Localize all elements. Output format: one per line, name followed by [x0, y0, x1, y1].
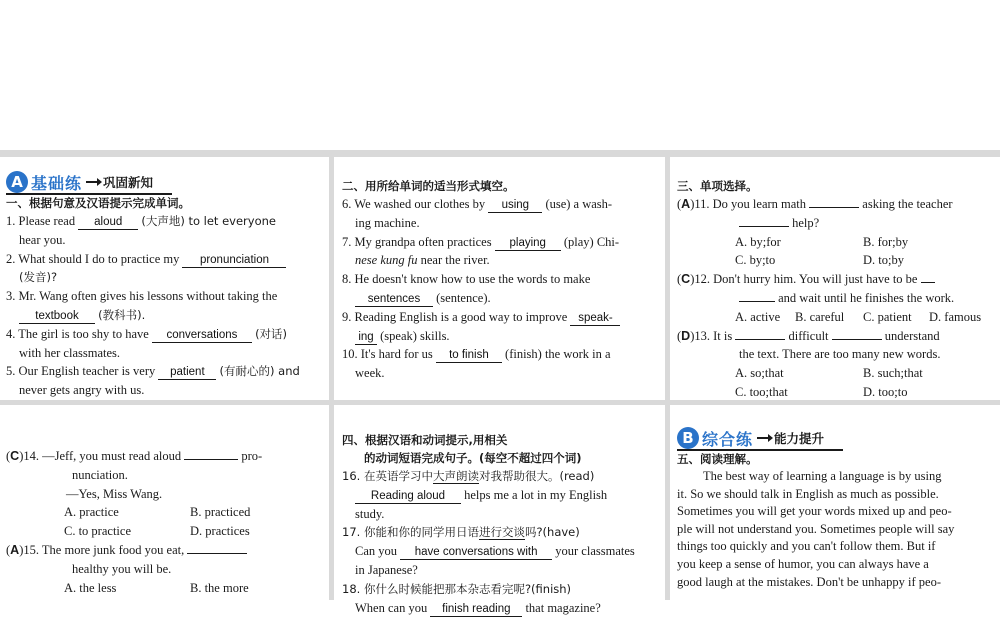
question-1: 1. Please read aloud (大声地) to let everyone	[6, 214, 276, 228]
section-b-rule	[677, 449, 843, 451]
question-13: (D)13. It is difficult understand	[677, 328, 940, 343]
question-12-options: A. active B. careful C. patient D. famous	[735, 309, 982, 324]
choice-answer-12: C	[681, 272, 691, 287]
panel-basic-vocabulary	[0, 157, 329, 400]
question-9-cont: ing (speak) skills.	[342, 327, 657, 346]
question-18: When can you finish reading that magazine?	[355, 600, 601, 615]
question-17: Can you have conversations with your classmates	[355, 544, 635, 559]
question-14-options-2: C. to practice D. practices	[64, 524, 250, 539]
question-7: 7. My grandpa often practices playing (play) Chi-	[342, 234, 620, 249]
answer-18: finish reading	[430, 602, 522, 617]
section-a-title: 基础练	[31, 173, 83, 193]
question-14-options-1: A. practice B. practiced	[64, 505, 251, 520]
answer-6: using	[488, 198, 542, 213]
answer-10: to finish	[436, 348, 502, 363]
section-a-rule	[6, 193, 172, 195]
answer-9: speak-	[570, 311, 620, 326]
question-3-cont: textbook (教科书).	[6, 306, 321, 325]
answer-9-cont: ing	[355, 330, 377, 345]
question-15: (A)15. The more junk food you eat,	[6, 541, 321, 560]
question-5-cont: never gets angry with us.	[19, 383, 145, 398]
question-16: Reading aloud helps me a lot in my English	[342, 486, 657, 505]
section-b-subtitle: 能力提升	[774, 431, 825, 446]
question-13-options-1: A. so;that B. such;that	[735, 366, 923, 381]
answer-4: conversations	[152, 328, 252, 343]
part3-instruction: 三、单项选择。	[677, 179, 758, 193]
reading-passage: The best way of learning a language is by using it. So we should talk in English as much as possible. Sometimes you will get your words mixed up and peo- ple will not understand you. Sometimes people will say things too quickly and you can't follow them. But if you keep a sense of humor, you can always have a good laugh at the mistakes. Don't be unhappy if peo-	[677, 469, 955, 589]
question-17-cont: in Japanese?	[355, 562, 418, 577]
part1-instruction: 一、根据句意及汉语提示完成单词。	[6, 196, 190, 210]
choice-answer-13: D	[681, 328, 691, 343]
question-10-cont: week.	[355, 366, 385, 381]
question-4: 4. The girl is too shy to have conversations (对话)	[6, 326, 288, 341]
panel-reading-comprehension	[670, 405, 1000, 600]
question-14-reply: —Yes, Miss Wang.	[66, 486, 163, 501]
question-16-chinese: 16. 在英语学习中大声朗读对我帮助很大。(read)	[342, 469, 595, 483]
question-11-options-2: C. by;to D. to;by	[735, 253, 904, 268]
question-12: (C)12. Don't hurry him. You will just have to be	[677, 270, 994, 289]
question-5: 5. Our English teacher is very patient (有耐心的) and	[6, 364, 300, 379]
question-15-cont: healthy you will be.	[72, 561, 172, 576]
section-b-header	[677, 427, 994, 449]
section-a-badge: A	[6, 171, 28, 193]
question-2-cont: (发音)?	[19, 270, 58, 285]
question-13-cont: the text. There are too many new words.	[739, 347, 941, 362]
section-b-title: 综合练	[702, 429, 754, 449]
question-15-options: A. the less B. the more	[64, 580, 249, 595]
answer-1: aloud	[78, 215, 138, 230]
panel-verb-phrases	[334, 405, 665, 615]
question-16-cont: study.	[355, 506, 385, 521]
panel-multiple-choice	[670, 157, 1000, 400]
section-a-subtitle: 巩固新知	[103, 175, 154, 190]
question-18-chinese: 18. 你什么时候能把那本杂志看完呢?(finish)	[342, 581, 572, 596]
question-11-options-1: A. by;for B. for;by	[735, 234, 909, 249]
question-2: 2. What should I do to practice my pronunciation	[6, 250, 321, 269]
part4-instruction-2: 的动词短语完成句子。(每空不超过四个词)	[364, 451, 582, 465]
question-11-cont: help?	[677, 214, 994, 233]
question-6-cont: ing machine.	[355, 215, 420, 230]
question-13-options-2: C. too;that D. too;to	[735, 384, 908, 399]
question-14: (C)14. —Jeff, you must read aloud pro-	[6, 449, 263, 463]
question-1-cont: hear you.	[19, 232, 66, 247]
question-9: 9. Reading English is a good way to improve speak-	[342, 308, 657, 327]
question-10: 10. It's hard for us to finish (finish) the work in a	[342, 347, 611, 362]
arrow-icon	[86, 181, 100, 183]
question-8: 8. He doesn't know how to use the words to make	[342, 272, 591, 287]
section-a-header	[6, 171, 321, 193]
answer-3: textbook	[19, 309, 95, 324]
question-12-cont: and wait until he finishes the work.	[677, 289, 994, 308]
part2-instruction: 二、用所给单词的适当形式填空。	[342, 179, 515, 193]
part4-instruction-1: 四、根据汉语和动词提示,用相关	[342, 433, 508, 447]
question-7-cont: nese kung fu near the river.	[355, 253, 490, 268]
answer-17: have conversations with	[400, 545, 552, 560]
panel-word-forms	[334, 157, 665, 400]
answer-16: Reading aloud	[355, 489, 461, 504]
question-4-cont: with her classmates.	[19, 345, 121, 360]
question-8-cont: sentences (sentence).	[342, 289, 657, 308]
choice-answer-14: C	[10, 449, 20, 463]
answer-2: pronunciation	[182, 253, 286, 268]
question-6: 6. We washed our clothes by using (use) a wash-	[342, 197, 613, 211]
question-17-chinese: 17. 你能和你的同学用日语进行交谈吗?(have)	[342, 525, 580, 540]
question-3: 3. Mr. Wang often gives his lessons without taking the	[6, 289, 278, 304]
section-b-badge: B	[677, 427, 699, 449]
arrow-icon	[757, 437, 771, 439]
answer-5: patient	[158, 365, 216, 380]
panel-multiple-choice-continued	[0, 405, 329, 600]
choice-answer-11: A	[681, 197, 691, 211]
choice-answer-15: A	[10, 542, 20, 557]
answer-7: playing	[495, 236, 561, 251]
divider-band-top	[0, 150, 1000, 157]
question-11: (A)11. Do you learn math asking the teacher	[677, 197, 953, 211]
question-14-cont: nunciation.	[72, 467, 128, 482]
answer-8: sentences	[355, 292, 433, 307]
part5-instruction: 五、阅读理解。	[677, 452, 758, 466]
